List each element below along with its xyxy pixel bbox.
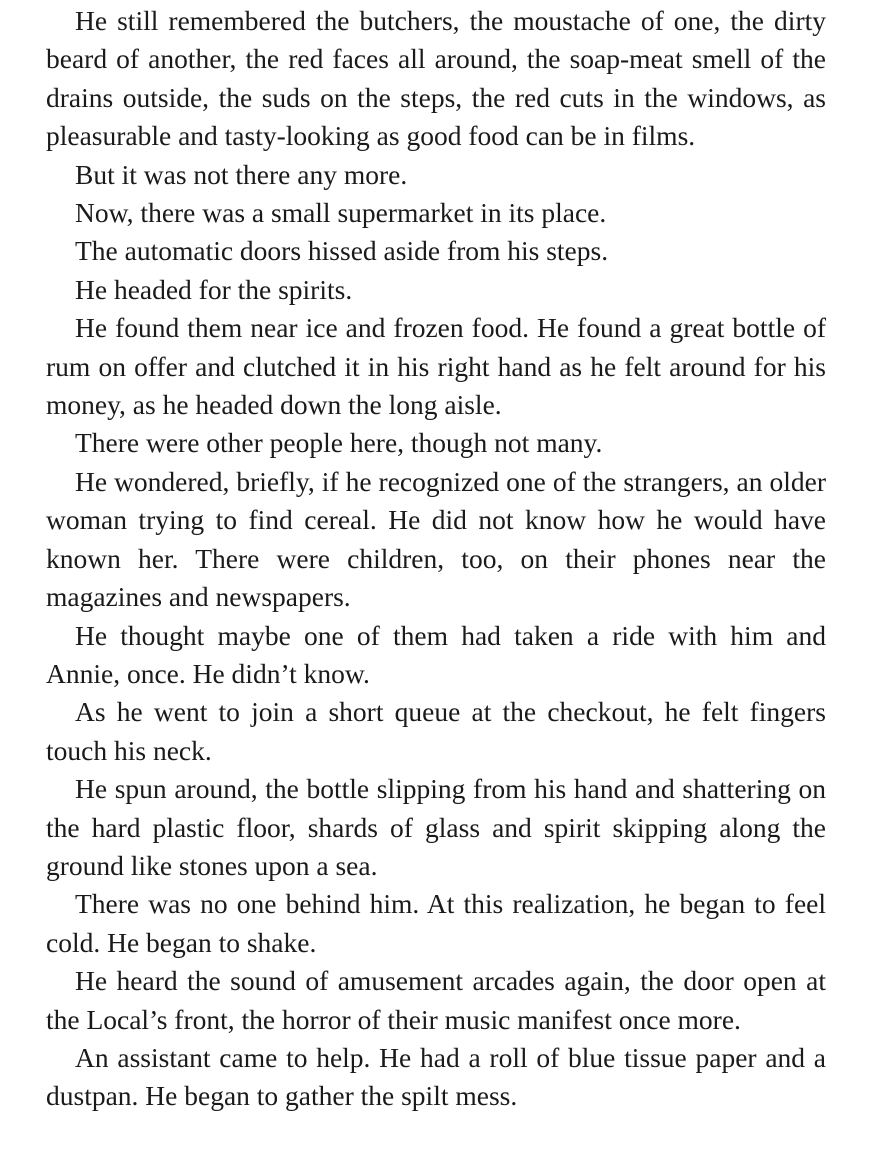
paragraph-supermarket: Now, there was a small supermarket in its place. [75,197,607,229]
paragraph-checkout: As he went to join a short queue at the checkout, he felt fingers touch his neck. [46,696,826,766]
paragraph-annie: He thought maybe one of them had taken a ride with him and Annie, once. He didn’t know. [46,619,826,689]
paragraph-bottle-shatters: He spun around, the bottle slipping from his hand and shattering on the hard plastic floor, shards of glass and spirit skipping along the ground like stones upon a sea. [46,773,826,881]
paragraph-other-people: There were other people here, though not many. [75,427,603,459]
paragraph-spirits: He headed for the spirits. [75,273,353,305]
paragraph-not-there: But it was not there any more. [75,158,408,190]
paragraph-butchers: He still remembered the butchers, the moustache of one, the dirty beard of another, the red faces all around, the soap-meat smell of the drains outside, the suds on the steps, the red cuts in the windows, as pleasurable and tasty-looking as good food can be in films. [46,5,826,152]
paragraph-assistant: An assistant came to help. He had a roll of blue tissue paper and a dustpan. He began to gather the spilt mess. [46,1041,826,1112]
paragraph-strangers: He wondered, briefly, if he recognized one of the strangers, an older woman trying to find cereal. He did not know how he would have known her. There were children, too, on their phones near the magazines and newspapers. [46,465,826,613]
paragraph-arcades: He heard the sound of amusement arcades again, the door open at the Local’s front, the horror of their music manifest once more. [46,965,826,1035]
paragraph-automatic-doors: The automatic doors hissed aside from his steps. [75,235,609,267]
paragraph-no-one-behind: There was no one behind him. At this realization, he began to feel cold. He began to shake. [46,888,826,958]
paragraph-rum: He found them near ice and frozen food. He found a great bottle of rum on offer and clutched it in his right hand as he felt around for his money, as he headed down the long aisle. [46,312,826,421]
